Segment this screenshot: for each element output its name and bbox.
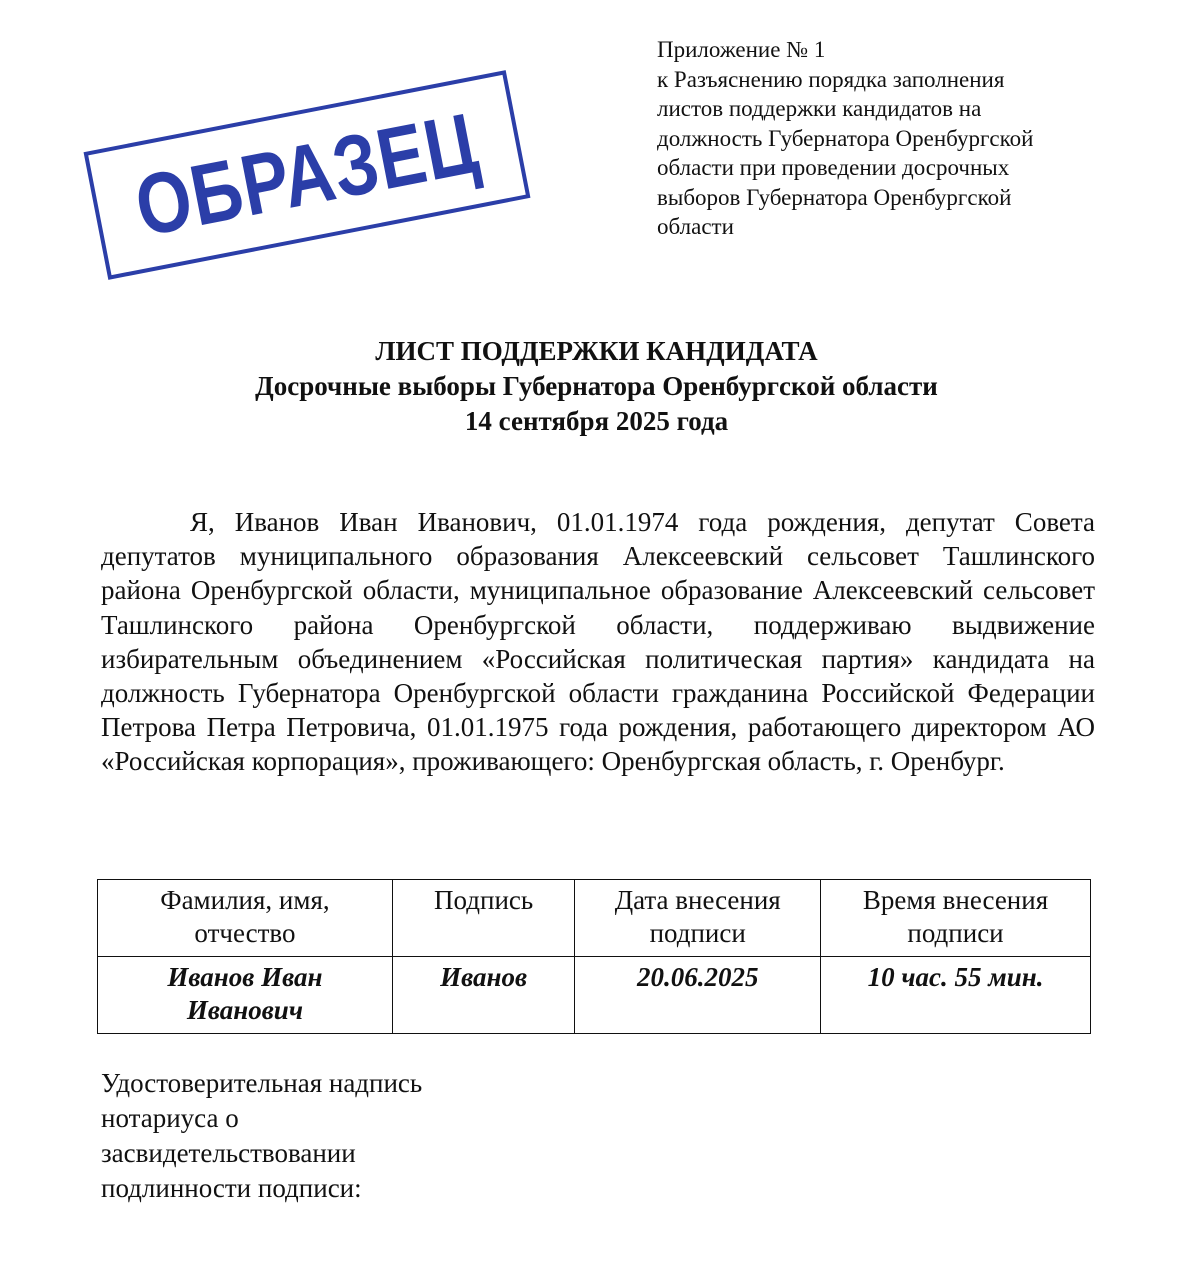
notary-line: нотариуса о: [101, 1103, 239, 1133]
header-signature-label: Подпись: [434, 885, 534, 915]
header-full-name-line1: Фамилия, имя,: [160, 885, 330, 915]
appendix-note: [657, 35, 1097, 242]
notary-line: Удостоверительная надпись: [101, 1068, 423, 1098]
notary-line: подлинности подписи:: [101, 1173, 362, 1203]
header-date-line2: подписи: [649, 918, 746, 948]
signature-table: [97, 879, 1091, 1034]
support-statement: Я, Иванов Иван Иванович, 01.01.1974 года рождения, депутат Совета депутатов муниципального образования Алексеевский сельсовет Ташлинского района Оренбургской области, муниципальное образование Алексеевский сельсовет Ташлинского района Оренбургской области, поддерживаю выдвижение избирательным объединением «Российская политическая партия» кандидата на должность Губернатора Оренбургской области гражданина Российской Федерации Петрова Петра Петровича, 01.01.1975 года рождения, работающего директором АО «Российская корпорация», проживающего: Оренбургская область, г. Оренбург.: [101, 507, 1095, 777]
title-election: Досрочные выборы Губернатора Оренбургской области: [255, 371, 938, 401]
header-full-name: [98, 880, 393, 957]
title-date: 14 сентября 2025 года: [464, 406, 729, 436]
cell-date: 20.06.2025: [575, 957, 821, 1034]
document-title: [0, 334, 1183, 439]
cell-full-name: [98, 957, 393, 1034]
header-time-line1: Время внесения: [862, 885, 1049, 915]
sample-stamp: [84, 70, 531, 280]
header-time: [821, 880, 1091, 957]
notary-line: засвидетельствовании: [101, 1138, 356, 1168]
header-full-name-line2: отчество: [194, 918, 296, 948]
appendix-line: должность Губернатора Оренбургской: [657, 125, 1034, 151]
sample-stamp-text: ОБРАЗЕЦ: [128, 94, 486, 256]
notary-certification: [101, 1066, 521, 1206]
header-date-line1: Дата внесения: [614, 885, 781, 915]
table-row: [98, 957, 1091, 1034]
appendix-line: области при проведении досрочных: [657, 155, 1010, 180]
header-time-line2: подписи: [907, 918, 1004, 948]
header-date: [575, 880, 821, 957]
cell-full-name-line1: Иванов Иван: [167, 962, 323, 992]
header-signature: [392, 880, 575, 957]
table-header-row: [98, 880, 1091, 957]
appendix-line: Приложение № 1: [657, 37, 826, 62]
appendix-line: листов поддержки кандидатов на: [657, 96, 982, 121]
appendix-line: выборов Губернатора Оренбургской: [657, 184, 1012, 210]
cell-signature: Иванов: [392, 957, 575, 1034]
appendix-line: к Разъяснению порядка заполнения: [657, 66, 1005, 92]
cell-time: 10 час. 55 мин.: [821, 957, 1091, 1034]
appendix-line: области: [657, 214, 734, 239]
cell-full-name-line2: Иванович: [186, 995, 303, 1025]
title-main: ЛИСТ ПОДДЕРЖКИ КАНДИДАТА: [375, 336, 818, 366]
